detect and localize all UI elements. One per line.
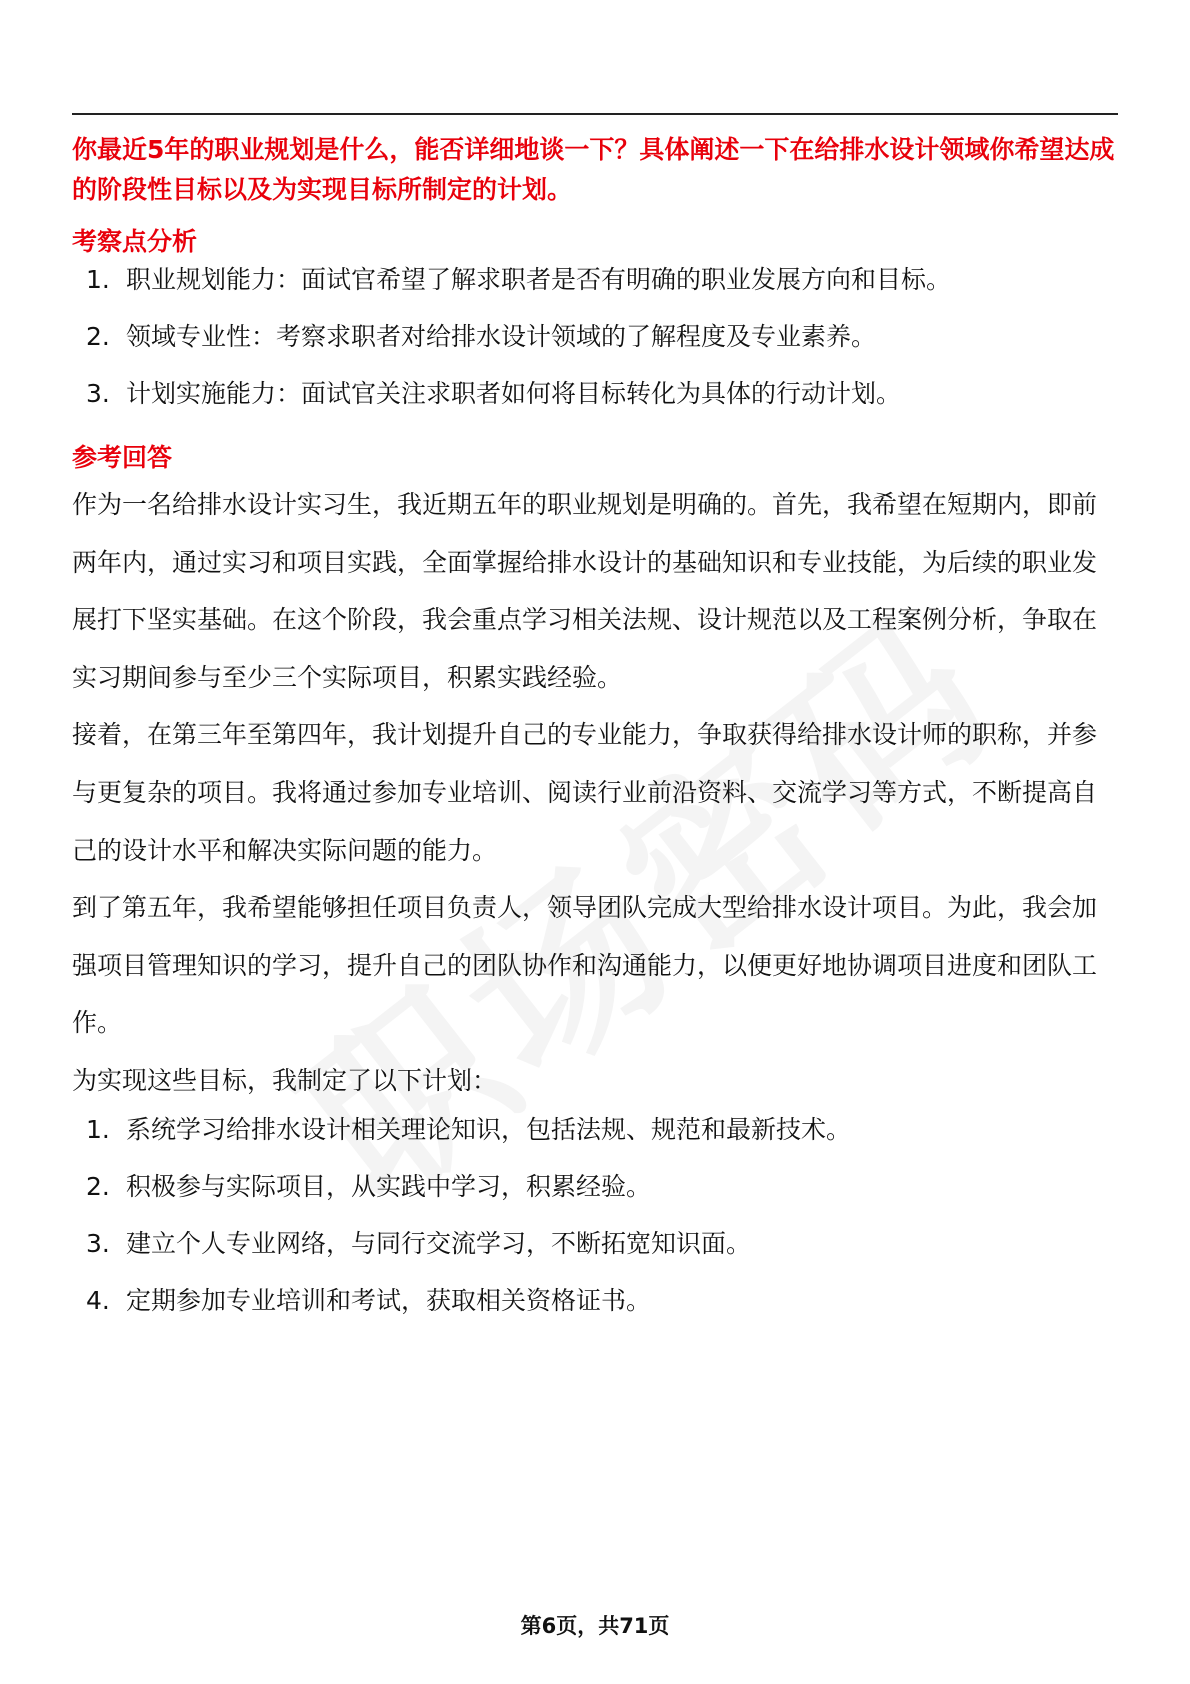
analysis-item <box>72 260 1118 300</box>
list-text: 建立个人专业网络，与同行交流学习，不断拓宽知识面。 <box>126 1228 752 1258</box>
list-number: 3. <box>86 1228 110 1258</box>
answer-paragraph: 作为一名给排水设计实习生，我近期五年的职业规划是明确的。首先，我希望在短期内，即前两年内，通过实习和项目实践，全面掌握给排水设计的基础知识和专业技能，为后续的职业发展打下坚实基础。在这个阶段，我会重点学习相关法规、设计规范以及工程案例分析，争取在实习期间参与至少三个实际项目，积累实践经验。 <box>72 490 1098 692</box>
plan-item <box>72 1281 1118 1321</box>
analysis-list <box>72 260 1118 414</box>
plan-item <box>72 1110 1118 1150</box>
answer-paragraph: 到了第五年，我希望能够担任项目负责人，领导团队完成大型给排水设计项目。为此，我会加强项目管理知识的学习，提升自己的团队协作和沟通能力，以便更好地协调项目进度和团队工作。 <box>72 893 1098 1038</box>
answer-heading: 参考回答 <box>72 443 173 472</box>
list-number: 1. <box>86 1114 110 1144</box>
answer-paragraph: 接着，在第三年至第四年，我计划提升自己的专业能力，争取获得给排水设计师的职称，并参与更复杂的项目。我将通过参加专业培训、阅读行业前沿资料、交流学习等方式，不断提高自己的设计水平和解决实际问题的能力。 <box>72 720 1098 865</box>
answer-paragraph: 为实现这些目标，我制定了以下计划： <box>72 1065 498 1095</box>
plan-list <box>72 1110 1118 1321</box>
list-number: 1. <box>86 265 110 294</box>
list-text: 职业规划能力：面试官希望了解求职者是否有明确的职业发展方向和目标。 <box>126 265 952 294</box>
plan-item <box>72 1167 1118 1207</box>
list-number: 2. <box>86 322 110 351</box>
list-text: 系统学习给排水设计相关理论知识，包括法规、规范和最新技术。 <box>126 1114 852 1144</box>
analysis-item <box>72 374 1118 414</box>
list-number: 3. <box>86 379 110 408</box>
plan-item <box>72 1224 1118 1264</box>
list-number: 4. <box>86 1285 110 1315</box>
list-text: 计划实施能力：面试官关注求职者如何将目标转化为具体的行动计划。 <box>126 379 902 408</box>
list-text: 领域专业性：考察求职者对给排水设计领域的了解程度及专业素养。 <box>126 322 877 351</box>
page-number-footer: 第6页，共71页 <box>520 1614 670 1638</box>
list-text: 定期参加专业培训和考试，获取相关资格证书。 <box>126 1285 652 1315</box>
analysis-item <box>72 317 1118 357</box>
analysis-heading: 考察点分析 <box>72 227 198 256</box>
list-text: 积极参与实际项目，从实践中学习，积累经验。 <box>126 1171 652 1201</box>
header-rule <box>72 113 1118 115</box>
page-content <box>72 130 1118 1321</box>
list-number: 2. <box>86 1171 110 1201</box>
interview-question: 你最近5年的职业规划是什么，能否详细地谈一下？具体阐述一下在给排水设计领域你希望达成的阶段性目标以及为实现目标所制定的计划。 <box>72 135 1115 204</box>
